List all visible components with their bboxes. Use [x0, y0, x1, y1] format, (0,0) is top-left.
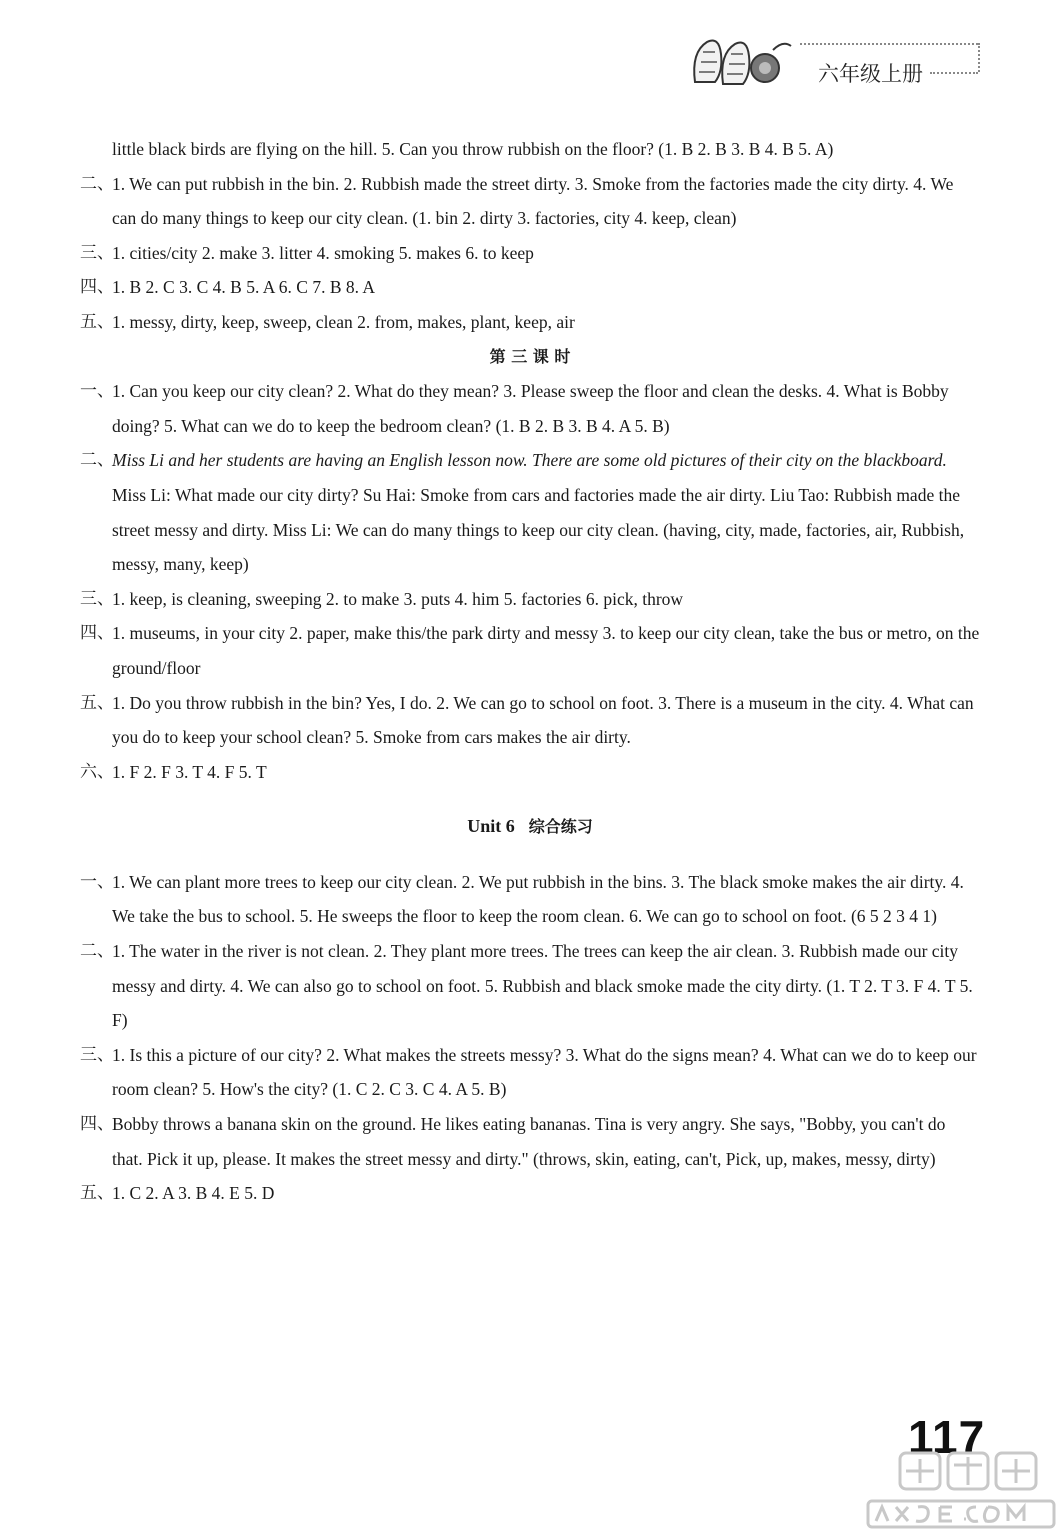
item-text: 1. museums, in your city 2. paper, make this/the park dirty and messy 3. to keep our city clean, take the bus or metro, on the ground/floor — [112, 623, 980, 678]
answer-item — [80, 132, 980, 167]
answer-item — [80, 1107, 980, 1176]
item-text: 1. Do you throw rubbish in the bin? Yes, I do. 2. We can go to school on foot. 3. There is a museum in the city. 4. What can you do to keep your school clean? 5. Smoke from cars makes the air dirty. — [112, 692, 974, 748]
grade-label: 六年级上册 — [818, 62, 923, 86]
item-number: 六、 — [80, 761, 114, 782]
unit-title-en: Unit 6 — [467, 816, 515, 837]
item-number: 三、 — [80, 242, 114, 263]
item-number: 一、 — [80, 871, 114, 892]
item-text: 1. We can plant more trees to keep our city clean. 2. We put rubbish in the bins. 3. The black smoke makes the air dirty. 4. We take the bus to school. 5. He sweeps the floor to keep the room clean. 6. We can go to school on foot. (6 5 2 3 4 1) — [112, 871, 964, 927]
item-italic-text: Miss Li and her students are having an English lesson now. There are some old pictures of their city on the blackboard. — [112, 450, 947, 471]
item-number: 四、 — [80, 623, 114, 644]
item-number: 四、 — [80, 277, 114, 298]
item-number: 五、 — [80, 692, 114, 713]
item-text: 1. C 2. A 3. B 4. E 5. D — [112, 1183, 275, 1204]
item-number: 一、 — [80, 381, 114, 402]
book-logo-icon — [685, 32, 795, 92]
item-number: 二、 — [80, 450, 114, 471]
item-number: 四、 — [80, 1114, 114, 1135]
item-text: little black birds are flying on the hill. 5. Can you throw rubbish on the floor? (1. B 2. B 3. B 4. B 5. A) — [112, 139, 834, 159]
section-unit6 — [80, 865, 980, 1211]
page-number: 117 — [908, 1411, 986, 1463]
item-number: 二、 — [80, 173, 114, 194]
answer-item — [80, 582, 980, 617]
item-text: 1. Can you keep our city clean? 2. What do they mean? 3. Please sweep the floor and clean the desks. 4. What is Bobby doing? 5. What can we do to keep the bedroom clean? (1. B 2. B 3. B 4. A 5. B) — [112, 381, 949, 436]
item-text: 1. F 2. F 3. T 4. F 5. T — [112, 761, 267, 782]
watermark-logo-icon — [860, 1445, 1060, 1533]
item-text: 1. keep, is cleaning, sweeping 2. to make 3. puts 4. him 5. factories 6. pick, throw — [112, 588, 684, 609]
section-continued — [80, 132, 980, 340]
item-text: 1. The water in the river is not clean. 2. They plant more trees. The trees can keep the air clean. 3. Rubbish made our city messy and dirty. 4. We can also go to school on foot. 5. Rubbish and black smoke made the city dirty. (1. T 2. T 3. F 4. T 5. F) — [112, 941, 973, 1031]
answer-content — [80, 132, 980, 1211]
item-number: 五、 — [80, 1183, 114, 1204]
item-text: 1. messy, dirty, keep, sweep, clean 2. from, makes, plant, keep, air — [112, 311, 575, 332]
section-lesson3 — [80, 374, 980, 789]
item-number: 五、 — [80, 311, 114, 332]
item-text: 1. We can put rubbish in the bin. 2. Rubbish made the street dirty. 3. Smoke from the factories made the city dirty. 4. We can do many things to keep our city clean. (1. bin 2. dirty 3. factories, city 4. keep, clean) — [112, 173, 954, 229]
item-number: 二、 — [80, 941, 114, 962]
answer-item — [80, 686, 980, 755]
answer-item — [80, 374, 980, 443]
answer-item — [80, 167, 980, 236]
item-number: 三、 — [80, 1044, 114, 1065]
header-dotted-rule-bottom — [930, 72, 978, 74]
unit-heading — [80, 809, 980, 845]
header-dotted-rule-side — [978, 43, 980, 72]
item-text: 1. B 2. C 3. C 4. B 5. A 6. C 7. B 8. A — [112, 277, 376, 298]
header-dotted-rule — [800, 43, 978, 45]
answer-item — [80, 305, 980, 340]
answer-item — [80, 1038, 980, 1107]
unit-title-cn: 综合练习 — [528, 817, 593, 837]
item-text: Miss Li: What made our city dirty? Su Hai: Smoke from cars and factories made the air dirty. Liu Tao: Rubbish made the street messy and dirty. Miss Li: We can do many things to keep our city clean. (having, city, made, factories, air, Rubbish, messy, many, keep) — [112, 484, 965, 575]
item-text: 1. Is this a picture of our city? 2. What makes the streets messy? 3. What do the signs mean? 4. What can we do to keep our room clean? 5. How's the city? (1. C 2. C 3. C 4. A 5. B) — [112, 1044, 977, 1100]
answer-item — [80, 934, 980, 1038]
answer-item — [80, 443, 980, 581]
answer-item — [80, 236, 980, 271]
item-text: 1. cities/city 2. make 3. litter 4. smoking 5. makes 6. to keep — [112, 242, 534, 263]
answer-item — [80, 616, 980, 685]
page-header — [0, 0, 1063, 110]
item-number: 三、 — [80, 588, 114, 609]
answer-item — [80, 270, 980, 305]
answer-item — [80, 1176, 980, 1211]
answer-item — [80, 755, 980, 790]
lesson-heading: 第 三 课 时 — [489, 346, 571, 366]
item-text: Bobby throws a banana skin on the ground. He likes eating bananas. Tina is very angry. She says, "Bobby, you can't do that. Pick it up, please. It makes the street messy and dirty." (throws, skin, eating, can't, Pick, up, makes, messy, dirty) — [112, 1114, 946, 1169]
answer-item — [80, 865, 980, 934]
